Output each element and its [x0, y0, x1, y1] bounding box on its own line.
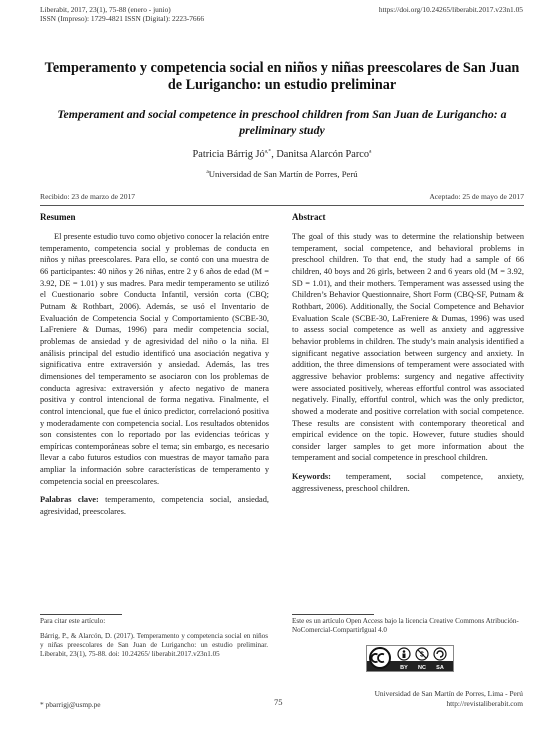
received-date: Recibido: 23 de marzo de 2017 — [40, 192, 136, 201]
footer-url[interactable]: http://revistaliberabit.com — [446, 699, 523, 708]
cc-sa-label: SA — [436, 665, 444, 671]
cc-nc-label: NC — [418, 665, 426, 671]
issn-line: ISSN (Impreso): 1729-4821 ISSN (Digital): 2223-7666 — [40, 14, 205, 23]
author-superscript: a,* — [264, 148, 272, 155]
doi-link[interactable]: https://doi.org/10.24265/liberabit.2017.v23n1.05 — [378, 5, 523, 14]
citation-text: Bárrig, P., & Alarcón, D. (2017). Temperamento y competencia social en niños y niñas preescolares de San Juan de Lurigancho: un estudio preliminar. Liberabit, 23(1), 75-88. doi: 10.24265/ liberabit.2017.v23n1.05 — [40, 632, 268, 658]
journal-citation-line: Liberabit, 2017, 23(1), 75-88 (enero - junio) — [40, 5, 171, 14]
cc-badge-graphic — [367, 646, 453, 671]
citation-divider — [40, 614, 122, 615]
author-name: Patricia Bárrig Jó — [192, 149, 265, 160]
author-name: Danitsa Alarcón Parco — [276, 149, 369, 160]
affiliation-text: Universidad de San Martín de Porres, Perú — [208, 169, 358, 179]
corresponding-email[interactable]: * pbarrigj@usmp.pe — [40, 700, 101, 709]
creative-commons-badge[interactable] — [366, 645, 454, 672]
license-divider — [292, 614, 374, 615]
affiliation — [40, 169, 524, 179]
author-list — [40, 149, 524, 160]
by-person-body-icon — [403, 654, 406, 659]
title-english: Temperament and social competence in preschool children from San Juan de Lurigancho: a preliminary study — [57, 107, 507, 137]
nc-dollar-glyph: $ — [420, 651, 424, 659]
abstract-keywords — [292, 471, 524, 494]
author-separator: , — [271, 149, 277, 160]
keywords-text: temperament, social competence, anxiety, aggressiveness, preschool children. — [292, 472, 524, 493]
page-number: 75 — [274, 697, 283, 707]
resumen-heading: Resumen — [40, 212, 76, 222]
license-text: Este es un artículo Open Access bajo la licencia Creative Commons Atribución-NoComercial-CompartirIgual 4.0 — [292, 617, 519, 634]
affiliation-superscript: a — [206, 169, 209, 176]
journal-header — [40, 5, 204, 23]
footer-university: Universidad de San Martín de Porres, Lima - Perú — [374, 689, 523, 698]
cc-by-label: BY — [400, 665, 408, 671]
keywords-text: temperamento, competencia social, ansiedad, agresividad, preescolares. — [40, 495, 269, 517]
sa-share-icon — [434, 648, 446, 660]
keywords-label: Palabras clave: — [40, 495, 99, 505]
author-superscript: a — [369, 148, 372, 155]
resumen-keywords — [40, 494, 269, 517]
footer-publisher — [375, 689, 523, 709]
abstract-heading: Abstract — [292, 212, 326, 222]
keywords-label: Keywords: — [292, 472, 331, 482]
abstract-section — [292, 212, 524, 494]
cc-logo-icon — [370, 648, 390, 668]
resumen-body: El presente estudio tuvo como objetivo conocer la relación entre temperamento, competencia social y problemas de conducta en niños y niñas preescolares. Para ello, se contó con una muestra de 66 participantes: 40 niños y 26 niñas, entre 2 y 6 años de edad (M = 3.92, DE = 1.01) y sus madres. Para medir temperamento se utilizó el Cuestionario sobre Conducta Infantil, versión corta (CBQ; Putnam & Rothbart, 2006). Además, se usó el Inventario de Evaluación de Competencia Social y Comportamiento (SCBE-30, LaFreniere & Dumas, 1996) para medir competencia social, problemas de ansiedad y de agresividad del niño o la niña. El análisis principal del estudio identificó una asociación negativa y significativa entre extraversión y ansiedad. Además, las tres dimensiones del temperamento se asociaron con los problemas de conducta agresiva: extraversión y afecto negativo de manera positiva y control intencional de forma negativa. Finalmente, el control intencional, que fue el único predictor, correlacionó positiva y moderadamente con competencia social. Los resultados obtenidos son consistentes con lo reportado por las evidencias teóricas y empíricas contemporáneas sobre el tema; sin embargo, es necesario llevar a cabo futuros estudios con muestras de mayor tamaño para ampliar la información sobre características de temperamento y competencia social en preescolares. — [40, 232, 269, 486]
citation-label: Para citar este artículo: — [40, 617, 106, 625]
accepted-date: Aceptado: 25 de mayo de 2017 — [429, 192, 524, 201]
header-divider — [40, 205, 524, 206]
title-spanish: Temperamento y competencia social en niños y niñas preescolares de San Juan de Lurigancho: un estudio preliminar — [44, 60, 520, 93]
resumen-section — [40, 212, 269, 518]
abstract-body: The goal of this study was to determine the relationship between temperament, social competence, and behavioral problems in preschool children. To that end, the study had a sample of 66 children, 40 boys and 26 girls, between 2 and 6 years old (M = 3.92, SD = 1.01), and their mothers. Temperament was assessed using the Children’s Behavior Questionnaire, Short Form (CBQ-SF, Putnam & Rothbart, 2006). Additionally, the Social Competence and Behavior Evaluation Scale (SCBE-30, LaFreniere & Dumas, 1996) was used to assess social competence as well as anxiety and aggressive behavior problems in children. The study’s main analysis identified a significant negative association between surgency and anxiety. In addition, the three dimensions of temperament were associated with aggressive behavior problems: surgency and negative affectivity were associated positively, whereas effortful control was associated negatively. Finally, effortful control, which was the only predictor, showed a moderate and positive correlation with social competence. These results are consistent with contemporary theoretical and empirical evidence on the topic. However, future studies should consider larger samples to get more information about the temperament and social competence in preschool children. — [292, 232, 524, 463]
by-person-head-icon — [403, 650, 406, 653]
citation-block — [40, 617, 268, 659]
